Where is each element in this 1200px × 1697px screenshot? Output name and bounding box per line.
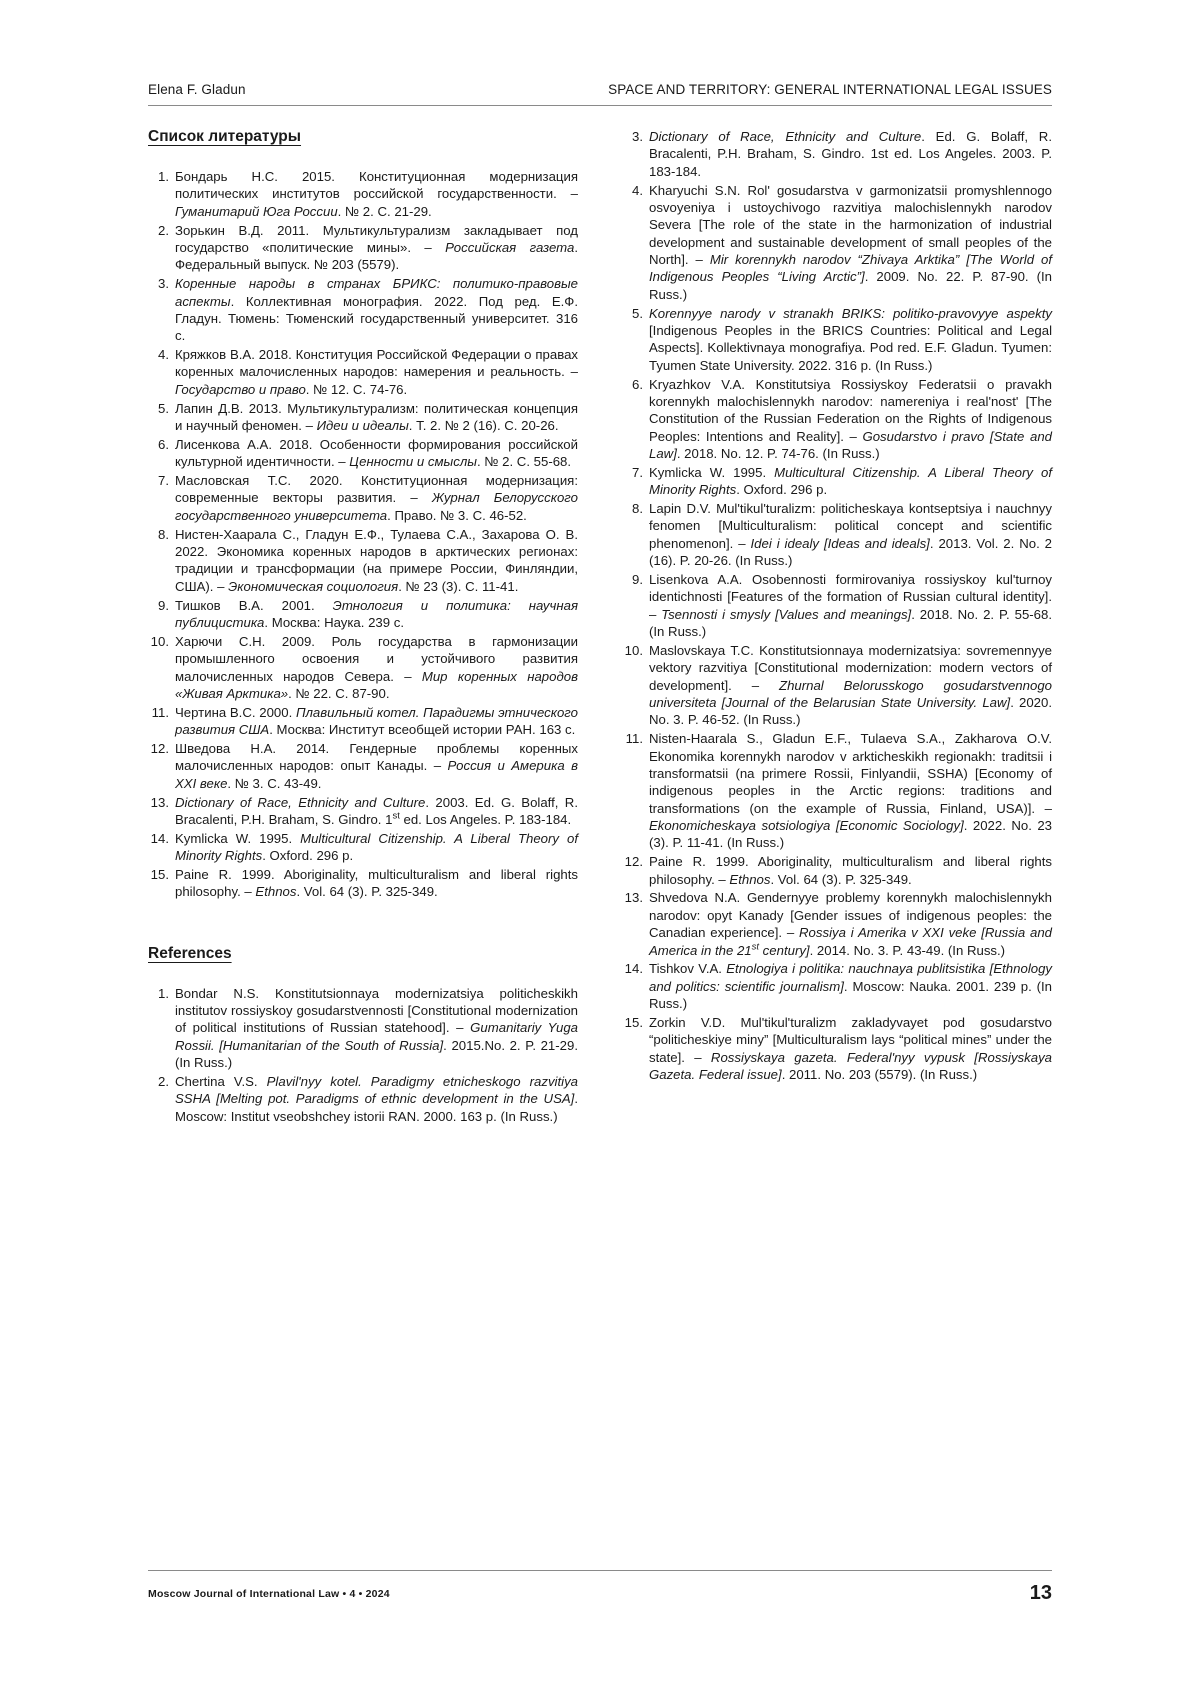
reference-list-en-left — [148, 985, 578, 1125]
reference-text: Maslovskaya T.C. Konstitutsionnaya modernizatsiya: sovremennyye vektory razvitiya [Constitutional modernization: modern vectors of development]. – Zhurnal Belorusskogo gosudarstvennogo universiteta [Journal of the Belarusian State University. Law]. 2020. No. 3. P. 46-52. (In Russ.) — [649, 642, 1052, 728]
reference-item — [148, 633, 578, 702]
journal-citation: Moscow Journal of International Law • 4 • 2024 — [148, 1587, 390, 1600]
reference-item — [622, 960, 1052, 1012]
reference-item — [148, 168, 578, 220]
reference-text: Шведова Н.А. 2014. Гендерные проблемы коренных малочисленных народов: опыт Канады. – Россия и Америка в XXI веке. № 3. С. 43-49. — [175, 741, 578, 791]
reference-text: Shvedova N.A. Gendernyye problemy korennykh malochislennykh narodov: opyt Kanady [Gender issues of indigenous peoples: the Canadian experience]. – Rossiya i Amerika v XXI veke [Russia and America in the 21st century]. 2014. No. 3. P. 43-49. (In Russ.) — [649, 890, 1052, 958]
reference-item — [622, 1014, 1052, 1083]
reference-item — [148, 866, 578, 901]
reference-number: 9. — [632, 571, 643, 587]
reference-text: Лисенкова А.А. 2018. Особенности формирования российской культурной идентичности. – Ценности и смыслы. № 2. С. 55-68. — [175, 436, 578, 470]
reference-text: Zorkin V.D. Mul'tikul'turalizm zakladyvayet pod gosudarstvo “politicheskiye miny” [Multiculturalism lays “political mines” under the state]. – Rossiyskaya gazeta. Federal'nyy vypusk [Rossiyskaya Gazeta. Federal issue]. 2011. No. 203 (5579). (In Russ.) — [649, 1014, 1052, 1083]
reference-list-en-right — [622, 128, 1052, 1083]
running-head — [148, 82, 1052, 97]
reference-text: Кряжков В.А. 2018. Конституция Российской Федерации о правах коренных малочисленных народов: намерения и реальность. – Государство и право. № 12. С. 74-76. — [175, 347, 578, 397]
reference-number: 8. — [158, 526, 169, 542]
reference-number: 6. — [158, 436, 169, 452]
reference-item — [148, 740, 578, 792]
reference-number: 14. — [150, 830, 169, 846]
reference-number: 2. — [158, 222, 169, 238]
reference-number: 10. — [150, 633, 169, 649]
reference-item — [622, 500, 1052, 569]
reference-number: 12. — [624, 854, 643, 870]
reference-number: 10. — [624, 642, 643, 658]
reference-number: 7. — [158, 473, 169, 489]
reference-item — [622, 853, 1052, 888]
two-column-body — [148, 128, 1052, 1127]
reference-text: Лапин Д.В. 2013. Мультикультурализм: политическая концепция и научный феномен. – Идеи и идеалы. Т. 2. № 2 (16). С. 20-26. — [175, 400, 578, 434]
reference-item — [622, 889, 1052, 958]
references-heading-ru: Список литературы — [148, 128, 302, 145]
reference-item — [622, 730, 1052, 852]
reference-text: Paine R. 1999. Aboriginality, multiculturalism and liberal rights philosophy. – Ethnos. Vol. 64 (3). P. 325-349. — [175, 867, 578, 900]
reference-number: 11. — [151, 704, 169, 720]
reference-text: Бондарь Н.С. 2015. Конституционная модернизация политических институтов российской государственности. – Гуманитарий Юга России. № 2. С. 21-29. — [175, 169, 578, 219]
reference-text: Kharyuchi S.N. Rol' gosudarstva v garmonizatsii promyshlennogo osvoyeniya i ustoychivogo razvitiya malochislennykh narodov Severa [The role of the state in the harmonization of industrial development and sustainable development of small peoples of the North]. – Mir korennykh narodov “Zhivaya Arktika” [The World of Indigenous Peoples “Living Arctic”]. 2009. No. 22. P. 87-90. (In Russ.) — [649, 182, 1053, 302]
reference-item — [148, 275, 578, 344]
running-head-section: SPACE AND TERRITORY: GENERAL INTERNATIONAL LEGAL ISSUES — [608, 82, 1052, 97]
reference-number: 9. — [158, 597, 169, 613]
reference-text: Харючи С.Н. 2009. Роль государства в гармонизации промышленного освоения и устойчивого развития малочисленных народов Севера. – Мир коренных народов «Живая Арктика». № 22. С. 87-90. — [175, 633, 578, 701]
reference-text: Bondar N.S. Konstitutsionnaya modernizatsiya politicheskikh institutov rossiyskoy gosudarstvennosti [Constitutional modernization of political institutions of Russian statehood]. – Gumanitariy Yuga Rossii. [Humanitarian of the South of Russia]. 2015.No. 2. P. 21-29. (In Russ.) — [175, 985, 578, 1071]
reference-text: Коренные народы в странах БРИКС: политико-правовые аспекты. Коллективная монография. 2022. Под ред. Е.Ф. Гладун. Тюмень: Тюменский государственный университет. 316 с. — [175, 276, 578, 344]
reference-item — [622, 376, 1052, 463]
reference-text: Масловская Т.С. 2020. Конституционная модернизация: современные векторы развития. – Журнал Белорусского государственного университета. Право. № 3. С. 46-52. — [175, 473, 578, 523]
reference-text: Dictionary of Race, Ethnicity and Culture. 2003. Ed. G. Bolaff, R. Bracalenti, P.H. Braham, S. Gindro. 1st ed. Los Angeles. P. 183-184. — [175, 794, 578, 827]
page-footer — [148, 1582, 1052, 1605]
reference-item — [148, 794, 578, 829]
reference-item — [148, 1073, 578, 1125]
reference-number: 5. — [632, 305, 643, 321]
reference-text: Dictionary of Race, Ethnicity and Culture. Ed. G. Bolaff, R. Bracalenti, P.H. Braham, S. Gindro. 1st ed. Los Angeles. 2003. P. 183-184. — [649, 129, 1052, 179]
reference-number: 11. — [625, 731, 643, 747]
reference-item — [148, 222, 578, 274]
reference-number: 15. — [624, 1014, 643, 1030]
references-heading-en: References — [148, 944, 232, 962]
reference-item — [148, 526, 578, 595]
reference-text: Paine R. 1999. Aboriginality, multiculturalism and liberal rights philosophy. – Ethnos. Vol. 64 (3). P. 325-349. — [649, 854, 1052, 887]
reference-number: 3. — [158, 276, 169, 292]
reference-item — [622, 182, 1052, 304]
reference-item — [148, 400, 578, 435]
reference-number: 15. — [150, 867, 169, 883]
reference-text: Korennyye narody v stranakh BRIKS: politiko-pravovyye aspekty [Indigenous Peoples in the BRICS Countries: Political and Legal Aspects]. Kollektivnaya monografiya. Pod red. E.F. Gladun. Tyumen: Tyumen State University. 2022. 316 p. (In Russ.) — [649, 305, 1052, 373]
reference-list-ru — [148, 168, 578, 901]
reference-item — [148, 985, 578, 1072]
reference-number: 4. — [632, 182, 643, 198]
reference-number: 14. — [624, 961, 643, 977]
reference-number: 13. — [150, 794, 169, 810]
reference-item — [148, 472, 578, 524]
reference-text: Чертина В.С. 2000. Плавильный котел. Парадигмы этнического развития США. Москва: Институт всеобщей истории РАН. 163 с. — [175, 704, 578, 738]
reference-item — [148, 830, 578, 865]
reference-item — [622, 464, 1052, 499]
reference-item — [622, 128, 1052, 180]
reference-number: 1. — [158, 169, 169, 184]
reference-text: Tishkov V.A. Etnologiya i politika: nauchnaya publitsistika [Ethnology and politics: scientific journalism]. Moscow: Nauka. 2001. 239 p. (In Russ.) — [649, 961, 1053, 1012]
reference-text: Нистен-Хаарала С., Гладун Е.Ф., Тулаева С.А., Захарова О. В. 2022. Экономика коренных народов в арктических регионах: традиции и трансформации (на примере России, Финляндии, США). – Экономическая социология. № 23 (3). С. 11-41. — [175, 526, 578, 594]
header-divider — [148, 105, 1052, 106]
reference-number: 1. — [158, 985, 169, 1001]
reference-text: Kymlicka W. 1995. Multicultural Citizenship. A Liberal Theory of Minority Rights. Oxford. 296 p. — [649, 464, 1052, 498]
reference-text: Зорькин В.Д. 2011. Мультикультурализм закладывает под государство «политические мины». – Российская газета. Федеральный выпуск. № 203 (5579). — [175, 222, 578, 273]
reference-text: Chertina V.S. Plavil'nyy kotel. Paradigmy etnicheskogo razvitiya SSHA [Melting pot. Paradigms of ethnic development in the USA]. Moscow: Institut vseobshchey istorii RAN. 2000. 163 p. (In Russ.) — [175, 1074, 578, 1124]
reference-number: 3. — [632, 129, 643, 144]
reference-text: Kymlicka W. 1995. Multicultural Citizenship. A Liberal Theory of Minority Rights. Oxford. 296 p. — [175, 830, 578, 864]
reference-number: 6. — [632, 376, 643, 392]
reference-number: 5. — [158, 400, 169, 416]
reference-item — [148, 346, 578, 398]
reference-number: 8. — [632, 501, 643, 517]
reference-item — [622, 642, 1052, 729]
reference-text: Lapin D.V. Mul'tikul'turalizm: politicheskaya kontseptsiya i nauchnyy fenomen [Multiculturalism: political concept and scientific phenomenon]. – Idei i idealy [Ideas and ideals]. 2013. Vol. 2. No. 2 (16). P. 20-26. (In Russ.) — [649, 501, 1053, 569]
footer-divider — [148, 1570, 1052, 1571]
reference-text: Kryazhkov V.A. Konstitutsiya Rossiyskoy Federatsii o pravakh korennykh malochislennykh narodov: namereniya i real'nost' [The Constitution of the Russian Federation on the Rights of Indigenous Peoples: Intentions and Reality]. – Gosudarstvo i pravo [State and Law]. 2018. No. 12. P. 74-76. (In Russ.) — [649, 376, 1052, 461]
reference-text: Тишков В.А. 2001. Этнология и политика: научная публицистика. Москва: Наука. 239 с. — [175, 597, 578, 630]
reference-item — [622, 305, 1052, 374]
reference-number: 13. — [624, 890, 643, 906]
reference-number: 12. — [150, 741, 169, 756]
reference-number: 2. — [158, 1074, 169, 1090]
reference-text: Nisten-Haarala S., Gladun E.F., Tulaeva S.A., Zakharova O.V. Ekonomika korennykh narodov v arkticheskikh regionakh: traditsii i transformatsii (na primere Rossii, Finlyandii, SSHA) [Economy of indigenous peoples in the Arctic regions: traditions and transformations (on the example of Russia, Finland, USA)]. – Ekonomicheskaya sotsiologiya [Economic Sociology]. 2022. No. 23 (3). P. 11-41. (In Russ.) — [649, 731, 1052, 851]
running-head-author: Elena F. Gladun — [148, 82, 246, 97]
reference-item — [148, 597, 578, 632]
reference-item — [622, 571, 1052, 640]
reference-number: 7. — [632, 464, 643, 480]
reference-item — [148, 436, 578, 471]
reference-item — [148, 704, 578, 739]
left-column — [148, 128, 578, 1127]
page-number: 13 — [1029, 1582, 1052, 1604]
reference-number: 4. — [158, 347, 169, 363]
reference-text: Lisenkova A.A. Osobennosti formirovaniya rossiyskoy kul'turnoy identichnosti [Features of the formation of Russian cultural identity]. – Tsennosti i smysly [Values and meanings]. 2018. No. 2. P. 55-68. (In Russ.) — [649, 571, 1053, 640]
right-column — [622, 128, 1052, 1127]
